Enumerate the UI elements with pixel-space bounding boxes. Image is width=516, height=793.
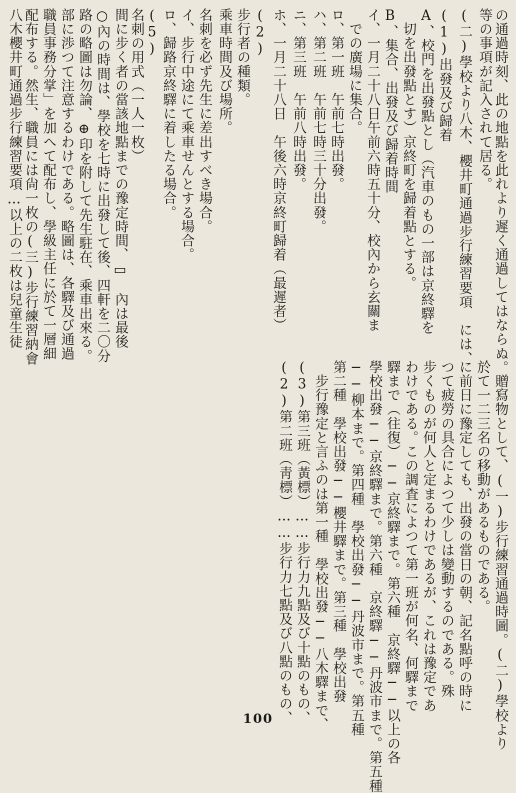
text-column: 部に渉つて注意するわけである。略圖は、各驛及び通過 [58, 8, 74, 361]
text-column: 贈寫物として、(一)步行練習通過時圖。(二)學校より [492, 360, 508, 751]
text-column: (5) [144, 8, 160, 58]
text-column: 學校出發──京終驛まで。第六種 京終驛──丹波市まで。第五種 [366, 360, 382, 793]
text-column: ホ、一月二十八日 午後六時京終町歸着（最遲者） [270, 8, 286, 333]
text-column: ──柳本まで。第四種 學校出發──丹波市まで。第五種 [348, 360, 364, 737]
text-column: イ、步行中途にて乘車せんとする場合。 [178, 8, 194, 262]
text-column: 名刺を必ず先生に差出すべき場合。 [196, 8, 212, 234]
text-column: 職員事務分掌」を加へて配布し、學級主任に於て一層細 [40, 8, 56, 361]
text-column: つて疲勞の具合によつて少しは變動するのである。殊 [438, 360, 454, 699]
page-number: 100 [242, 712, 274, 727]
text-column: (3)第三班（黃標）……步行力九點及び十點のもの、 [294, 360, 310, 725]
text-column: ロ、第一班 午前七時出發。 [328, 8, 344, 192]
text-column: での廣場に集合。 [346, 8, 362, 135]
text-column: に前日に豫定しても、出發の當日の朝、記名點呼の時に [456, 360, 472, 713]
text-column: ロ、歸路京終驛に着したる場合。 [160, 8, 176, 220]
text-column: (2)第二班（靑標）……步行力七點及び八點のもの、 [276, 360, 292, 725]
text-column: (1)出發及び歸着 [436, 8, 452, 143]
text-column: の通過時刻、此の地點を此れより遲く通過してはならぬ。 [492, 8, 508, 375]
text-column: 第二種 學校出發──櫻井驛まで。第三種 學校出發 [330, 360, 346, 704]
text-column: ニ、第三班 午前八時出發。 [290, 8, 306, 192]
text-column: 步くものが何人と定まるわけであるが、これは豫定であ [420, 360, 436, 713]
text-column: わけである。この調査によつて第一班が何名、何驛まで [402, 360, 418, 713]
text-column: 步行豫定と言ふのは第一種 學校出發──八木驛まで、 [312, 360, 328, 732]
text-column: A、校門を出發點とし（汽車のもの一部は京終驛を [418, 8, 434, 335]
text-column: 名刺の用式（一人一枚） [128, 8, 144, 164]
text-column: イ、一月二十八日午前六時五十分、校內から玄關ま [364, 8, 380, 333]
text-column: 八木櫻井町通過步行練習要項…以上の二枚は兒童生徒 [6, 8, 22, 349]
text-column: (二)學校より八木、櫻井町通過步行練習要項 には、 [456, 8, 472, 366]
text-column: 等の事項が記入されて居る。 [476, 8, 492, 192]
text-column: (2) [252, 8, 268, 58]
text-column: ○內の時間は、學校を七時に出發して後、四軒を二〇分 [94, 8, 110, 363]
text-column: 路の略圖は勿論、⊕印を附して先生駐在、乘車出來る。 [76, 8, 92, 363]
text-column: ハ、第二班 午前七時三十分出發。 [310, 8, 326, 234]
text-column: 配布する。然生、職員には尙一枚の(三)步行練習納會 [22, 8, 38, 366]
text-column: 步行者の種類。 [234, 8, 250, 107]
text-column: 切を出發點とす）京終町を歸着點とする。 [400, 8, 416, 290]
text-column: B、集合、出發及び歸着時間 [382, 8, 398, 194]
text-column: 驛まで（往復）──京終驛まで。第六種 京終驛──以上の各 [384, 360, 400, 765]
text-column: 於て一二三名の移動があるものである。 [474, 360, 490, 614]
text-column: 間に步く者の當該地點までの豫定時間、▭ 內は最後 [112, 8, 128, 349]
text-column: 乘車時間及び場所。 [216, 8, 232, 135]
